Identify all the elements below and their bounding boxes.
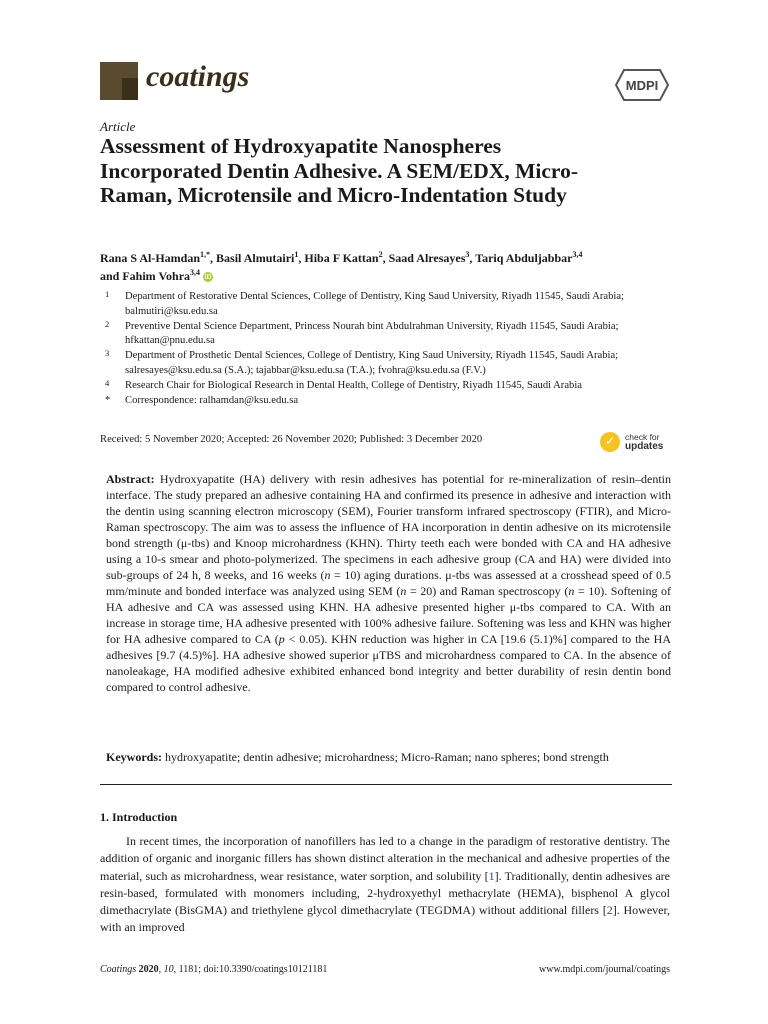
introduction-paragraph: In recent times, the incorporation of nanofillers has led to a change in the paradigm of restorative dentistry. The addition of organic and inorganic fillers has shown distinct alteration in the mechanical and adhesive properties of the material, such as microhardness, wear resistance, water sorption, and solubility [1]. Traditionally, dentin adhesives are resin-based, formulated with monomers including, 2-hydroxyethyl methacrylate (HEMA), bisphenol A glycol dimethacrylate (BisGMA) and triethylene glycol dimethacrylate (TEGDMA) without additional fillers [2]. However, with an improved	[100, 834, 670, 935]
mdpi-logo[interactable]	[614, 66, 670, 104]
check-for-updates-button[interactable]: ✓ check for updates	[600, 430, 670, 456]
author-list	[100, 249, 680, 285]
abstract: Abstract: Hydroxyapatite (HA) delivery with resin adhesives has potential for re-mineralization of resin–dentin interface. The study prepared an adhesive containing HA and confirmed its presence in adhesive and interaction with the dentin using scanning electron microscopy (SEM), Fourier transform infrared spectroscopy (FTIR), and Micro-Raman spectroscopy. The aim was to assess the influence of HA incorporation in dentin adhesive on its microtensile bond strength (μ-tbs) and Knoop microhardness (KHN). Thirty teeth each were bonded with CA and HA adhesive using a 10-s smear and photo-polymerized. The specimens in each adhesive group (CA and HA) were divided into sub-groups of 24 h, 8 weeks, and 16 weeks (n = 10) aging durations. μ-tbs was assessed at a crosshead speed of 0.5 mm/minute and bonded interface was analyzed using SEM (n = 20) and Raman spectroscopy (n = 10). Softening of HA adhesive and CA was assessed using KHN. HA adhesive presented higher μ-tbs compared to CA. With an increase in storage time, HA adhesive presented with 100% adhesive failure. Softening was less and KHN was higher for HA adhesive compared to CA (p < 0.05). KHN reduction was higher in CA [19.6 (5.1)%] compared to the HA adhesives [9.7 (4.5)%]. HA adhesive showed superior μTBS and microhardness compared to CA. In the absence of nanoleakage, HA modified adhesive exhibited enhanced bond integrity and better durability of resin dentin bond compared to control adhesive.	[106, 472, 671, 694]
author: and Fahim Vohra$^{3,4}$	[100, 268, 201, 283]
journal-logo-icon	[100, 62, 138, 100]
affiliation: 2 Preventive Dental Science Department, Princess Nourah bint Abdulrahman University, Riyadh 11545, Saudi Arabia; hfkattan@pnu.edu.sa	[105, 318, 619, 347]
publication-dates: Received: 5 November 2020; Accepted: 26 November 2020; Published: 3 December 2020	[100, 434, 483, 445]
affiliation: 4 Research Chair for Biological Research in Dental Health, College of Dentistry, Riyadh 11545, Saudi Arabia	[105, 377, 582, 391]
section-heading: 1. Introduction	[100, 810, 178, 824]
author: Basil Almutairi$^1$,	[216, 250, 305, 265]
footer-url[interactable]: www.mdpi.com/journal/coatings	[539, 964, 670, 975]
author: Rana S Al-Hamdan$^{1,*}$,	[100, 250, 217, 265]
citation-link[interactable]: 1	[488, 868, 495, 883]
citation-link[interactable]: 2	[606, 903, 613, 918]
affiliation: 1 Department of Restorative Dental Sciences, College of Dentistry, King Saud University, Riyadh 11545, Saudi Arabia; balmutiri@ksu.edu.sa	[105, 289, 624, 317]
correspondence: * Correspondence: ralhamdan@ksu.edu.sa	[105, 394, 299, 406]
author: Saad Alresayes$^3$,	[388, 250, 476, 265]
divider	[100, 784, 672, 785]
orcid-icon[interactable]: iD	[204, 273, 212, 282]
affiliation: 3 Department of Prosthetic Dental Sciences, College of Dentistry, King Saud University, Riyadh 11545, Saudi Arabia; salresayes@ksu.edu.sa (S.A.); tajabbar@ksu.edu.sa (T.A.); fvohra@ksu.edu.sa (F.V.)	[105, 348, 619, 376]
abstract-label: Abstract:	[106, 472, 155, 486]
check-updates-icon: ✓	[600, 432, 620, 452]
keywords: Keywords: hydroxyapatite; dentin adhesive; microhardness; Micro-Raman; nano spheres; bond strength	[106, 750, 609, 764]
keywords-label: Keywords:	[106, 750, 162, 764]
author: Tariq Abduljabbar$^{3,4}$	[475, 250, 583, 265]
article-title: Assessment of Hydroxyapatite Nanospheres Incorporated Dentin Adhesive. A SEM/EDX, Micro-Raman, Microtensile and Micro-Indentation Study	[100, 134, 578, 207]
footer-citation: Coatings 2020, 10, 1181; doi:10.3390/coatings10121181	[100, 964, 328, 975]
article-type: Article	[100, 119, 136, 134]
affiliations	[100, 290, 675, 408]
journal-name: coatings	[146, 60, 250, 93]
publisher-name: MDPI	[625, 78, 659, 93]
author: Hiba F Kattan$^2$,	[304, 250, 389, 265]
